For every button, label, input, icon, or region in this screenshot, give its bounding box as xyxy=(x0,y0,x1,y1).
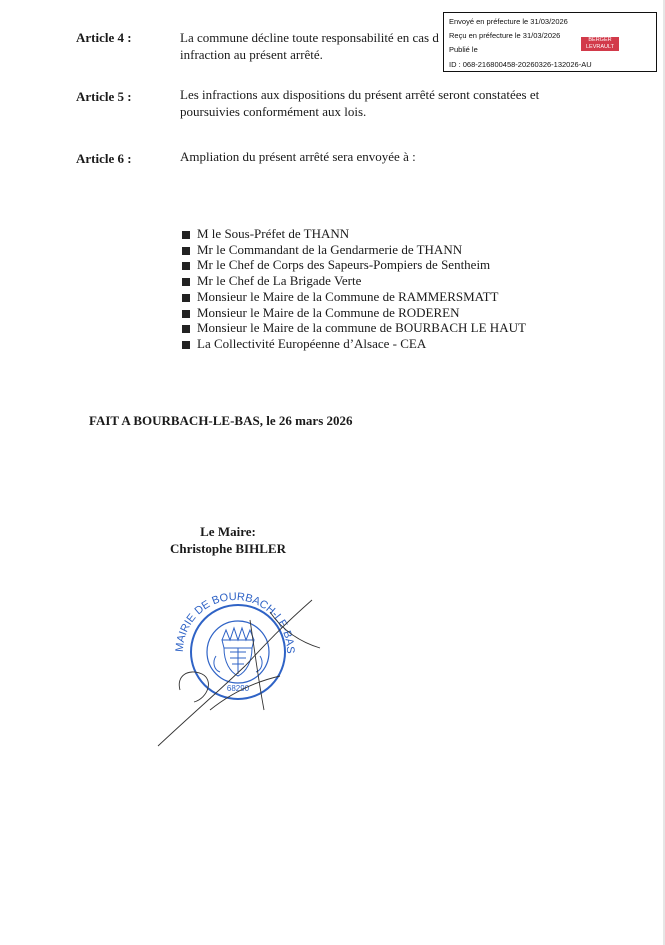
stamp-id: ID : 068-216800458-20260326-132026-AU xyxy=(449,60,592,69)
article-5-label: Article 5 : xyxy=(76,89,132,104)
recipient-item: Mr le Commandant de la Gendarmerie de THANN xyxy=(182,242,526,258)
article-4-line-2: infraction au présent arrêté. xyxy=(180,47,323,62)
berger-levrault-logo: BERGER LEVRAULT xyxy=(581,37,619,51)
seal-postcode: 68290 xyxy=(226,684,250,693)
article-6-text: Ampliation du présent arrêté sera envoyée à : xyxy=(180,149,416,164)
handwritten-signature xyxy=(158,600,320,746)
article-4-text xyxy=(180,29,570,63)
signature-title: Le Maire: xyxy=(200,524,256,539)
article-5-line-1: Les infractions aux dispositions du présent arrêté seront constatées et xyxy=(180,87,540,102)
seal-text: MAIRIE DE BOURBACH-LE-BAS xyxy=(173,590,297,654)
article-5-text xyxy=(180,86,570,120)
article-5-line-2: poursuivies conformément aux lois. xyxy=(180,104,367,119)
recipient-item: Monsieur le Maire de la Commune de RAMMERSMATT xyxy=(182,289,526,305)
article-4-label: Article 4 : xyxy=(76,30,132,45)
recipient-item: M le Sous-Préfet de THANN xyxy=(182,226,526,242)
recipient-item: Monsieur le Maire de la Commune de RODEREN xyxy=(182,305,526,321)
signature-name: Christophe BIHLER xyxy=(170,541,286,556)
recipient-list xyxy=(182,226,526,352)
recipient-item: Monsieur le Maire de la commune de BOURBACH LE HAUT xyxy=(182,320,526,336)
article-4-line-1: La commune décline toute responsabilité en cas d xyxy=(180,30,439,45)
stamp-sent: Envoyé en préfecture le 31/03/2026 xyxy=(449,17,568,26)
mairie-seal xyxy=(150,590,330,760)
signature-block xyxy=(168,523,288,557)
article-6-label: Article 6 : xyxy=(76,151,132,166)
recipient-item: La Collectivité Européenne d’Alsace - CEA xyxy=(182,336,526,352)
stamp-published: Publié le xyxy=(449,45,478,54)
recipient-item: Mr le Chef de Corps des Sapeurs-Pompiers de Sentheim xyxy=(182,257,526,273)
recipient-item: Mr le Chef de La Brigade Verte xyxy=(182,273,526,289)
fait-a-line: FAIT A BOURBACH-LE-BAS, le 26 mars 2026 xyxy=(89,413,353,428)
stamp-received: Reçu en préfecture le 31/03/2026 xyxy=(449,31,561,40)
